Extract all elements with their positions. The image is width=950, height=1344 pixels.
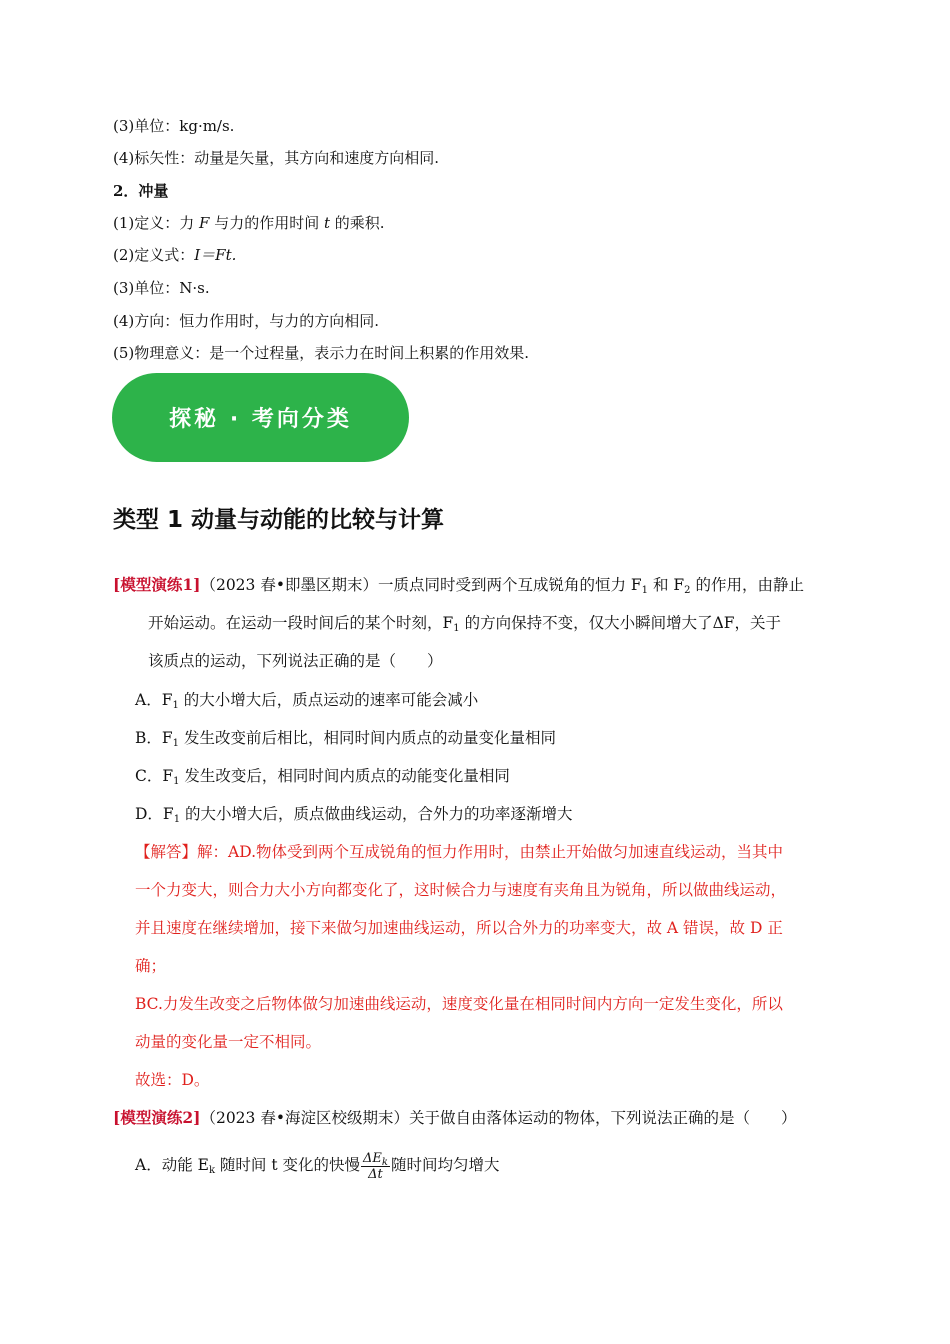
opt-sub: 1	[173, 776, 180, 787]
opt-label: B．F	[135, 729, 173, 747]
answer-line: 动量的变化量一定不相同。	[135, 1033, 322, 1051]
q1-stem-c: 的作用，由静止	[690, 576, 804, 594]
q1-sub: 1	[453, 623, 460, 634]
q1-tag: [模型演练1]	[113, 575, 201, 594]
opt-text: 的大小增大后，质点做曲线运动，合外力的功率逐渐增大	[180, 805, 573, 823]
q1-option-b	[135, 728, 556, 748]
opt-sub: 1	[173, 814, 181, 825]
opt-text-end: 随时间均匀增大	[390, 1156, 500, 1174]
answer-line: 【解答】解：AD.物体受到两个互成锐角的恒力作用时，由禁止开始做匀加速直线运动，当其中	[135, 843, 783, 861]
type-heading: 类型 1 动量与动能的比较与计算	[113, 507, 445, 533]
answer-line: BC.力发生改变之后物体做匀加速曲线运动，速度变化量在相同时间内方向一定发生变化，所以	[135, 995, 783, 1013]
q2-stem-text: （2023 春•海淀区校级期末）关于做自由落体运动的物体，下列说法正确的是（ ）	[200, 1109, 797, 1127]
q1-option-c	[135, 766, 510, 786]
def-symbol-f: F	[199, 214, 210, 232]
q1-stem-line3: 该质点的运动，下列说法正确的是（ ）	[148, 652, 443, 670]
impulse-definition	[113, 213, 385, 233]
answer-choice: 故选：D。	[135, 1071, 210, 1089]
rate-fraction	[361, 1151, 390, 1182]
opt-label: A．F	[135, 691, 173, 709]
q1-option-a	[135, 690, 478, 710]
impulse-direction: (4)方向：恒力作用时，与力的方向相同.	[113, 312, 380, 330]
fraction-denominator: Δt	[368, 1166, 383, 1182]
q1-stem-line2	[148, 613, 781, 633]
impulse-unit: (3)单位：N·s.	[113, 279, 210, 297]
opt-label: A．动能 E	[135, 1156, 209, 1174]
vector-line: (4)标矢性：动量是矢量，其方向和速度方向相同.	[113, 149, 440, 167]
opt-sub: 1	[172, 700, 179, 711]
q1-stem2-b: 的方向保持不变，仅大小瞬间增大了ΔF，关于	[459, 614, 782, 632]
q2-option-a	[135, 1144, 499, 1186]
q1-sub: 1	[641, 585, 649, 596]
impulse-meaning: (5)物理意义：是一个过程量，表示力在时间上积累的作用效果.	[113, 344, 530, 362]
q1-stem-line1	[113, 575, 804, 595]
impulse-formula-line	[113, 245, 236, 265]
answer-line: 确；	[135, 957, 167, 975]
def-text-c: 的乘积.	[330, 214, 385, 232]
opt-sub: 1	[172, 738, 180, 749]
opt-label: D．F	[135, 805, 174, 823]
q1-stem2-a: 开始运动。在运动一段时间后的某个时刻，F	[148, 614, 454, 632]
opt-text: 的大小增大后，质点运动的速率可能会减小	[178, 691, 479, 709]
def-text-b: 与力的作用时间	[209, 214, 324, 232]
q1-option-d	[135, 804, 573, 824]
opt-text: 发生改变后，相同时间内质点的动能变化量相同	[179, 767, 510, 785]
formula: I＝Ft.	[194, 246, 237, 264]
opt-text: 发生改变前后相比，相同时间内质点的动量变化量相同	[179, 729, 556, 747]
formula-label: (2)定义式：	[113, 246, 195, 264]
unit-line: (3)单位：kg·m/s.	[113, 117, 235, 135]
opt-sub: k	[208, 1165, 215, 1176]
num-sub: k	[381, 1156, 388, 1168]
fraction-numerator	[361, 1151, 390, 1167]
def-symbol-t: t	[324, 214, 331, 232]
impulse-heading: 2．冲量	[113, 182, 169, 200]
q1-sub: 2	[684, 585, 691, 596]
opt-text: 随时间 t 变化的快慢	[215, 1156, 361, 1174]
q2-tag: [模型演练2]	[113, 1108, 201, 1127]
section-banner: 探秘 · 考向分类	[112, 373, 409, 462]
q2-stem	[113, 1108, 796, 1128]
answer-line: 一个力变大，则合力大小方向都变化了，这时候合力与速度有夹角且为锐角，所以做曲线运动，	[135, 881, 787, 899]
q1-stem-a: （2023 春•即墨区期末）一质点同时受到两个互成锐角的恒力 F	[200, 576, 642, 594]
opt-label: C．F	[135, 767, 174, 785]
q1-stem-b: 和 F	[648, 576, 685, 594]
def-text-a: (1)定义：力	[113, 214, 200, 232]
num-text: ΔE	[363, 1150, 382, 1166]
answer-line: 并且速度在继续增加，接下来做匀加速曲线运动，所以合外力的功率变大，故 A 错误，故 D 正	[135, 919, 783, 937]
